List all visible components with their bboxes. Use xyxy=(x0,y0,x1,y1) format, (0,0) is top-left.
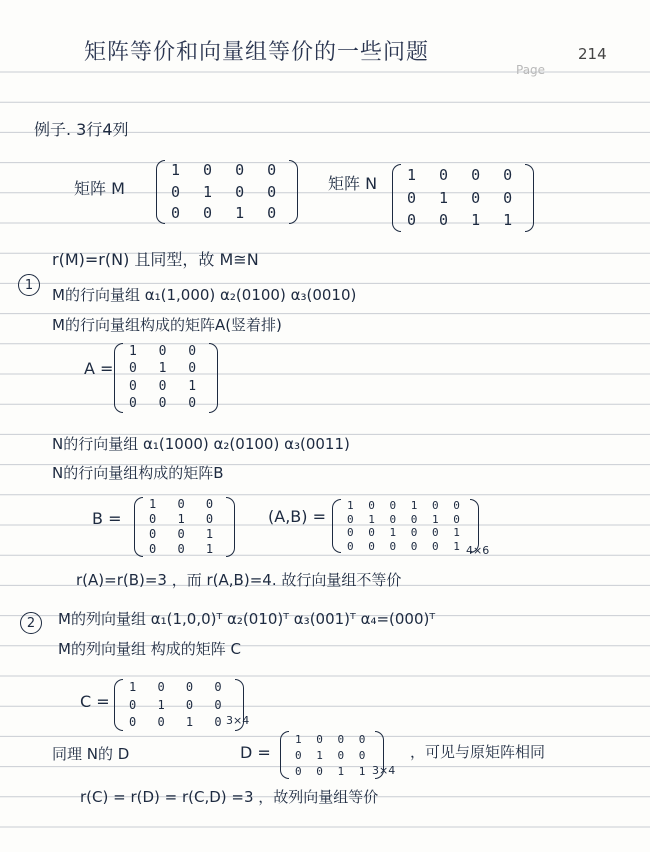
c-dimension: 3×4 xyxy=(226,714,250,727)
a-label: A = xyxy=(84,359,114,378)
case-2-marker: 2 xyxy=(20,612,42,634)
b-label: B = xyxy=(92,509,122,528)
similarly-n-note: 同理 N的 D xyxy=(52,745,130,763)
matrix-a-row: 0 0 0 xyxy=(129,396,204,412)
matrix-a xyxy=(114,343,218,413)
matrix-d-row: 0 0 1 1 xyxy=(295,764,370,778)
c-label: C = xyxy=(80,692,110,711)
page-label: Page xyxy=(516,63,546,77)
m-col-matrix-note: M的列向量组 构成的矩阵 C xyxy=(58,640,241,658)
matrix-b-row: 0 1 0 xyxy=(149,512,221,527)
matrix-n-row: 0 0 1 1 xyxy=(407,211,520,230)
matrix-m-label: 矩阵 M xyxy=(74,179,125,198)
n-row-matrix-note: N的行向量组构成的矩阵B xyxy=(52,464,224,482)
m-row-vectors: M的行向量组 α₁(1,000) α₂(0100) α₃(0010) xyxy=(52,286,357,304)
ab-dimension: 4×6 xyxy=(466,544,490,557)
d-label: D = xyxy=(240,743,271,762)
matrix-a-row: 0 0 1 xyxy=(129,378,204,394)
matrix-ab-row: 0 0 0 0 0 1 xyxy=(347,539,464,553)
matrix-b-row: 0 0 1 xyxy=(149,527,221,542)
m-row-matrix-note: M的行向量组构成的矩阵A(竖着排) xyxy=(52,316,282,334)
matrix-ab-row: 0 1 0 0 1 0 xyxy=(347,512,464,526)
matrix-d-row: 0 1 0 0 xyxy=(295,748,370,762)
d-dimension: 3×4 xyxy=(372,764,396,777)
matrix-d-row: 1 0 0 0 xyxy=(295,732,370,746)
same-as-original-note: ，可见与原矩阵相同 xyxy=(410,743,546,761)
matrix-c-row: 0 1 0 0 xyxy=(129,697,229,712)
matrix-ab-row: 1 0 0 1 0 0 xyxy=(347,499,464,513)
matrix-ab xyxy=(332,499,479,553)
matrix-n-label: 矩阵 N xyxy=(328,174,378,193)
matrix-ab-row: 0 0 1 0 0 1 xyxy=(347,526,464,540)
rank-relation: r(M)=r(N) 且同型，故 M≅N xyxy=(52,250,259,269)
matrix-m-row: 0 1 0 0 xyxy=(171,182,284,201)
matrix-c-row: 0 0 1 0 xyxy=(129,715,229,730)
matrix-n xyxy=(392,164,534,232)
example-heading: 例子. 3行4列 xyxy=(34,120,129,139)
matrix-n-row: 0 1 0 0 xyxy=(407,188,520,207)
page-title: 矩阵等价和向量组等价的一些问题 xyxy=(84,40,430,65)
matrix-b-row: 0 0 1 xyxy=(149,542,221,557)
ab-label: (A,B) = xyxy=(268,507,326,526)
matrix-m-row: 1 0 0 0 xyxy=(171,161,284,180)
m-col-vectors: M的列向量组 α₁(1,0,0)ᵀ α₂(010)ᵀ α₃(001)ᵀ α₄=(000)ᵀ xyxy=(58,610,436,628)
matrix-a-row: 0 1 0 xyxy=(129,361,204,377)
matrix-n-row: 1 0 0 0 xyxy=(407,165,520,184)
matrix-c xyxy=(114,679,244,731)
matrix-d xyxy=(280,731,384,779)
case-1-marker: 1 xyxy=(18,274,40,296)
matrix-c-row: 1 0 0 0 xyxy=(129,680,229,695)
matrix-b xyxy=(134,497,235,557)
column-rank-conclusion: r(C) = r(D) = r(C,D) =3 ，故列向量组等价 xyxy=(80,788,379,806)
n-row-vectors: N的行向量组 α₁(1000) α₂(0100) α₃(0011) xyxy=(52,435,350,453)
matrix-m xyxy=(156,160,298,224)
matrix-b-row: 1 0 0 xyxy=(149,497,221,512)
matrix-a-row: 1 0 0 xyxy=(129,343,204,359)
page-number: 214 xyxy=(578,45,607,63)
matrix-m-row: 0 0 1 0 xyxy=(171,203,284,222)
row-rank-conclusion: r(A)=r(B)=3 ，而 r(A,B)=4. 故行向量组不等价 xyxy=(76,571,402,589)
